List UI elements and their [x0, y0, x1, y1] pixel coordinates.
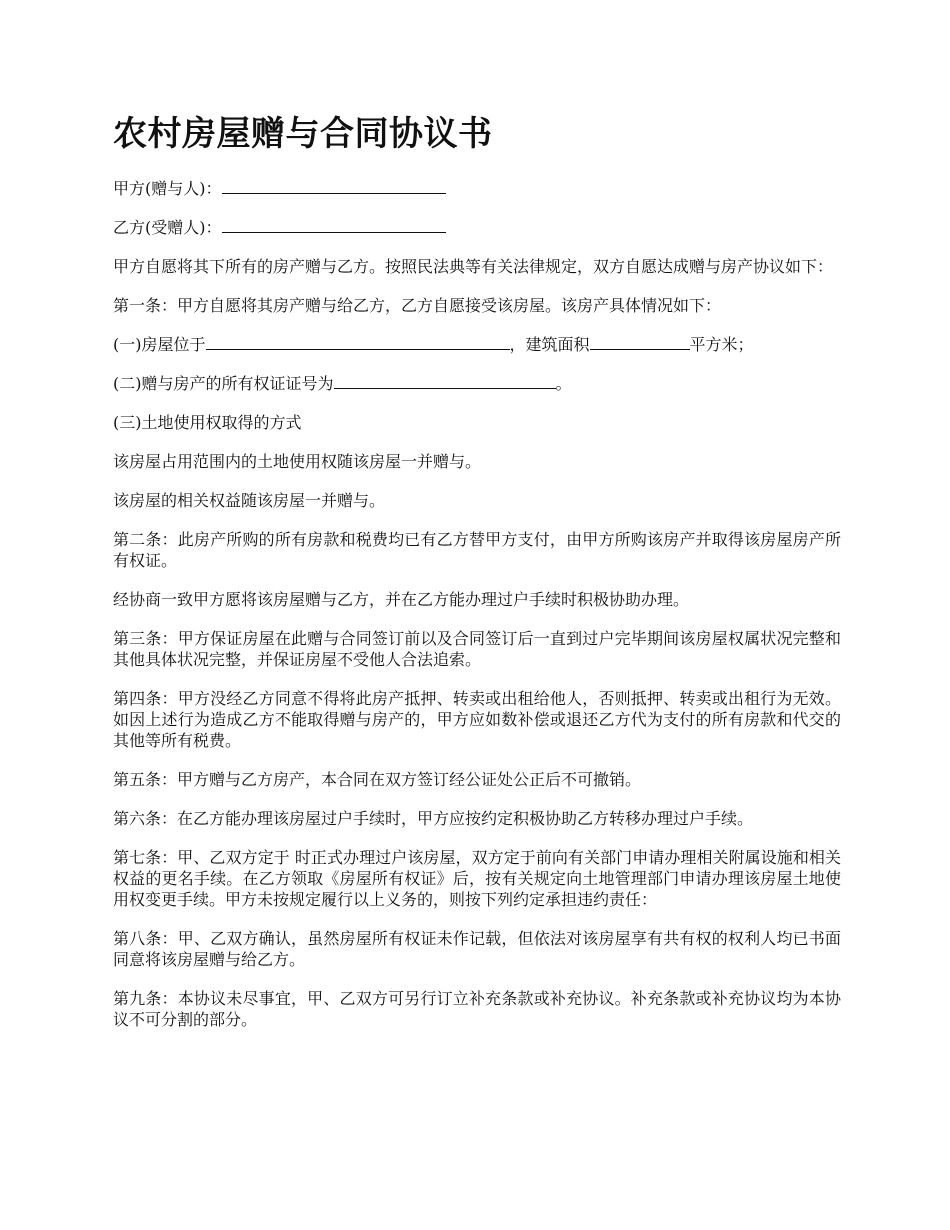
article-1: 第一条：甲方自愿将其房产赠与给乙方，乙方自愿接受该房屋。该房产具体情况如下：: [113, 296, 722, 315]
document-page: [113, 112, 841, 1048]
article-7: 第七条：甲、乙双方定于 时正式办理过户该房屋，双方定于前向有关部门申请办理相关附属设施和相关权益的更名手续。在乙方领取《房屋所有权证》后，按有关规定向土地管理部门申请办理该房屋土地使用权变更手续。甲方未按规定履行以上义务的，则按下列约定承担违约责任：: [113, 848, 841, 909]
party-a-label: 甲方(赠与人)：: [113, 179, 222, 198]
item-1-prefix: (一)房屋位于: [113, 335, 206, 354]
item-1-suffix: 平方米；: [689, 335, 754, 354]
consensus-clause: 经协商一致甲方愿将该房屋赠与乙方，并在乙方能办理过户手续时积极协助办理。: [113, 590, 690, 609]
article-2: 第二条：此房产所购的所有房款和税费均已有乙方替甲方支付，由甲方所购该房产并取得该房屋房产所有权证。: [113, 530, 841, 570]
intro-paragraph: 甲方自愿将其下所有的房产赠与乙方。按照民法典等有关法律规定，双方自愿达成赠与房产协议如下：: [113, 257, 834, 276]
item-3-land-use: (三)土地使用权取得的方式: [113, 413, 302, 432]
location-blank: [206, 335, 510, 350]
party-a-blank: [222, 179, 446, 194]
article-9: 第九条：本协议未尽事宜，甲、乙双方可另行订立补充条款或补充协议。补充条款或补充协议均为本协议不可分割的部分。: [113, 989, 841, 1029]
item-1-mid: ，建筑面积: [509, 335, 590, 354]
party-b-line: [113, 217, 841, 238]
article-3: 第三条：甲方保证房屋在此赠与合同签订前以及合同签订后一直到过户完毕期间该房屋权属状况完整和其他具体状况完整，并保证房屋不受他人合法追索。: [113, 629, 841, 669]
party-b-blank: [222, 218, 446, 233]
party-a-line: [113, 178, 841, 199]
rights-clause: 该房屋的相关权益随该房屋一并赠与。: [113, 491, 386, 510]
party-b-label: 乙方(受赠人)：: [113, 218, 222, 237]
article-4: 第四条：甲方没经乙方同意不得将此房产抵押、转卖或出租给他人，否则抵押、转卖或出租行为无效。如因上述行为造成乙方不能取得赠与房产的，甲方应如数补偿或退还乙方代为支付的所有房款和代交的其他等所有税费。: [113, 689, 841, 750]
land-clause: 该房屋占用范围内的土地使用权随该房屋一并赠与。: [113, 452, 482, 471]
certificate-blank: [334, 374, 556, 389]
document-title: 农村房屋赠与合同协议书: [113, 114, 493, 154]
item-1-location: [113, 334, 841, 355]
item-2-suffix: 。: [555, 374, 572, 393]
article-6: 第六条：在乙方能办理该房屋过户手续时，甲方应按约定积极协助乙方转移办理过户手续。: [113, 809, 754, 828]
article-5: 第五条：甲方赠与乙方房产，本合同在双方签订经公证处公正后不可撤销。: [113, 770, 642, 789]
article-8: 第八条：甲、乙双方确认，虽然房屋所有权证未作记载，但依法对该房屋享有共有权的权利人均已书面同意将该房屋赠与给乙方。: [113, 929, 841, 969]
item-2-certificate: [113, 373, 841, 394]
area-blank: [590, 335, 690, 350]
item-2-prefix: (二)赠与房产的所有权证证号为: [113, 374, 334, 393]
